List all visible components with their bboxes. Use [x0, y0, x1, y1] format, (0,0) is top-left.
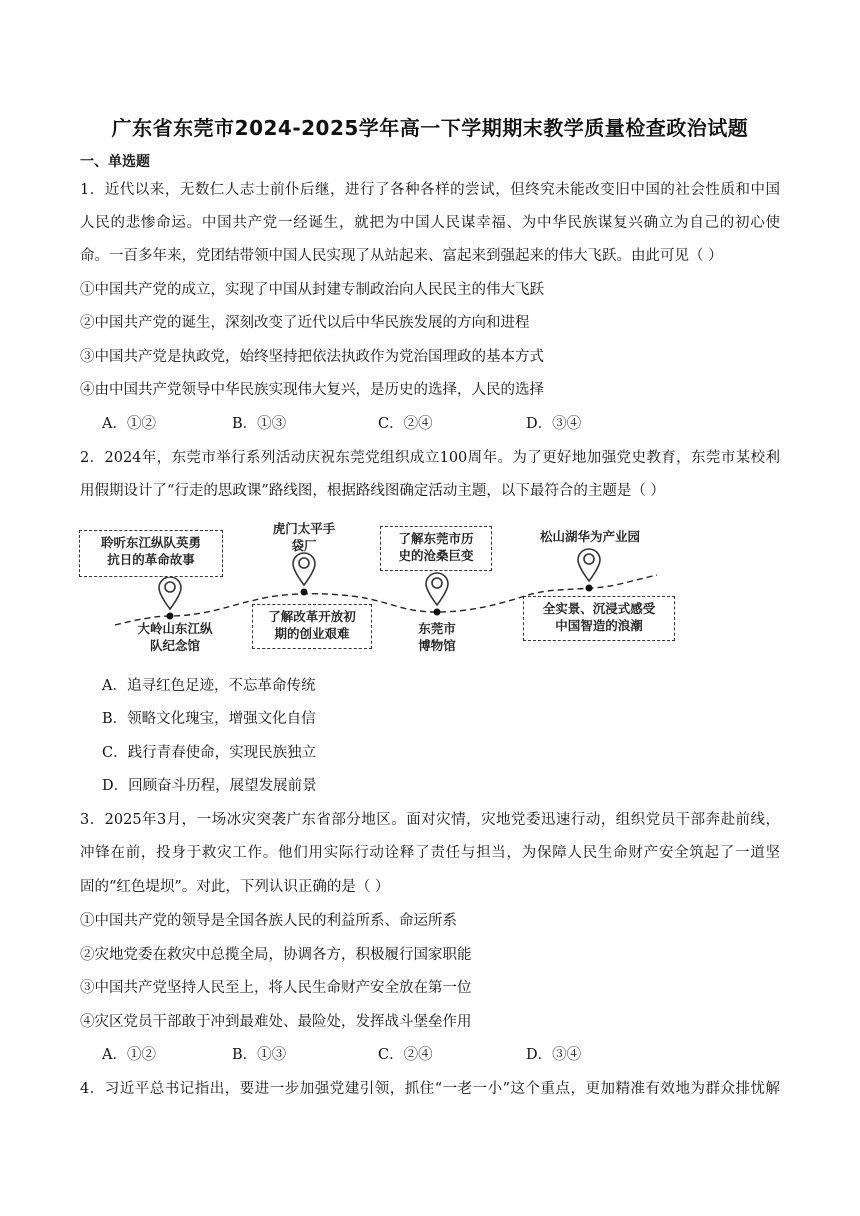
q1-option-d[interactable]: D．③④	[526, 416, 582, 432]
route-stop-2-line-1: 虎门太平手	[272, 521, 336, 536]
q3-stem-line-1: 3．2025年3月，一场冰灾突袭广东省部分地区。面对灾情，灾地党委迅速行动，组织党员干部奔赴前线，	[80, 812, 780, 828]
route-stop-3-label	[402, 620, 472, 654]
route-stop-1-line-1: 大岭山东江纵	[137, 621, 213, 636]
route-map-diagram	[75, 512, 695, 662]
route-box-2	[252, 604, 372, 649]
q1-stem-line-2: 人民的悲惨命运。中国共产党一经诞生，就把为中国人民谋幸福、为中华民族谋复兴确立为自己的初心使	[80, 215, 780, 231]
q2-stem-line-1: 2．2024年，东莞市举行系列活动庆祝东莞党组织成立100周年。为了更好地加强党史教育，东莞市某校利	[80, 450, 780, 466]
q1-stem-line-1: 1．近代以来，无数仁人志士前仆后继，进行了各种各样的尝试，但终究未能改变旧中国的社会性质和中国	[80, 182, 780, 198]
q2-option-b[interactable]: B．领略文化瑰宝，增强文化自信	[102, 711, 316, 727]
route-box-3	[380, 526, 492, 571]
route-stop-1-line-2: 队纪念馆	[149, 638, 200, 653]
route-box-1	[79, 530, 223, 577]
route-box-1-line-1: 聆听东江纵队英勇	[100, 535, 201, 550]
route-stop-1-label	[130, 620, 220, 654]
route-box-1-line-2: 抗日的革命故事	[107, 552, 195, 567]
location-pin-icon	[159, 577, 181, 609]
q1-option-b[interactable]: B．①③	[232, 416, 287, 432]
route-stop-4-label: 松山湖华为产业园	[539, 529, 640, 544]
q1-statement-3: ③中国共产党是执政党，始终坚持把依法执政作为党治国理政的基本方式	[80, 349, 544, 365]
q3-statement-3: ③中国共产党坚持人民至上，将人民生命财产安全放在第一位	[80, 980, 472, 996]
route-box-2-line-2: 期的创业艰难	[274, 626, 350, 641]
q1-statement-2: ②中国共产党的诞生，深刻改变了近代以后中华民族发展的方向和进程	[80, 315, 530, 331]
q3-option-c[interactable]: C．②④	[378, 1047, 433, 1063]
q1-stem-line-3: 命。一百多年来，党团结带领中国人民实现了从站起来、富起来到强起来的伟大飞跃。由此可见（ ）	[80, 248, 723, 264]
route-box-4-line-1: 全实景、沉浸式感受	[542, 601, 656, 616]
q1-statement-4: ④由中国共产党领导中华民族实现伟大复兴，是历史的选择，人民的选择	[80, 382, 544, 398]
q3-statement-4: ④灾区党员干部敢于冲到最难处、最险处，发挥战斗堡垒作用	[80, 1014, 472, 1030]
q2-stem-line-2: 用假期设计了“行走的思政课”路线图，根据路线图确定活动主题，以下最符合的主题是（ ）	[80, 483, 665, 499]
route-stop-2-label	[258, 520, 350, 554]
q3-option-b[interactable]: B．①③	[232, 1047, 287, 1063]
section-heading: 一、单选题	[80, 154, 150, 170]
route-box-4-line-2: 中国智造的浪潮	[555, 618, 643, 633]
q3-statement-1: ①中国共产党的领导是全国各族人民的利益所系、命运所系	[80, 913, 457, 929]
route-box-2-line-1: 了解改革开放初	[268, 609, 356, 624]
q3-stem-line-2: 冲锋在前，投身于救灾工作。他们用实际行动诠释了责任与担当，为保障人民生命财产安全筑起了一道坚	[80, 845, 780, 861]
route-stop-3-line-1: 东莞市	[418, 621, 456, 636]
q3-stem-line-3: 固的“红色堤坝”。对此，下列认识正确的是（ ）	[80, 879, 390, 895]
route-box-4	[523, 596, 675, 641]
route-stop-3-line-2: 博物馆	[418, 638, 456, 653]
route-box-3-line-1: 了解东莞市历	[398, 531, 474, 546]
q1-option-a[interactable]: A．①②	[102, 416, 156, 432]
q3-option-d[interactable]: D．③④	[526, 1047, 582, 1063]
q4-stem-line-1: 4．习近平总书记指出，要进一步加强党建引领，抓住“一老一小”这个重点，更加精准有效地为群众排忧解	[80, 1081, 780, 1097]
q1-option-c[interactable]: C．②④	[378, 416, 433, 432]
q2-option-c[interactable]: C．践行青春使命，实现民族独立	[102, 745, 317, 761]
route-box-3-line-2: 史的沧桑巨变	[398, 548, 474, 563]
exam-title: 广东省东莞市2024-2025学年高一下学期期末教学质量检查政治试题	[111, 116, 749, 140]
location-pin-icon	[426, 573, 448, 605]
route-stop-2-line-2: 袋厂	[291, 538, 317, 553]
q1-statement-1: ①中国共产党的成立，实现了中国从封建专制政治向人民民主的伟大飞跃	[80, 282, 544, 298]
q2-option-a[interactable]: A．追寻红色足迹，不忘革命传统	[102, 678, 316, 694]
q3-option-a[interactable]: A．①②	[102, 1047, 156, 1063]
location-pin-icon	[578, 549, 600, 581]
q2-option-d[interactable]: D．回顾奋斗历程，展望发展前景	[102, 778, 317, 794]
q3-statement-2: ②灾地党委在救灾中总揽全局，协调各方，积极履行国家职能	[80, 947, 472, 963]
location-pin-icon	[293, 553, 315, 585]
